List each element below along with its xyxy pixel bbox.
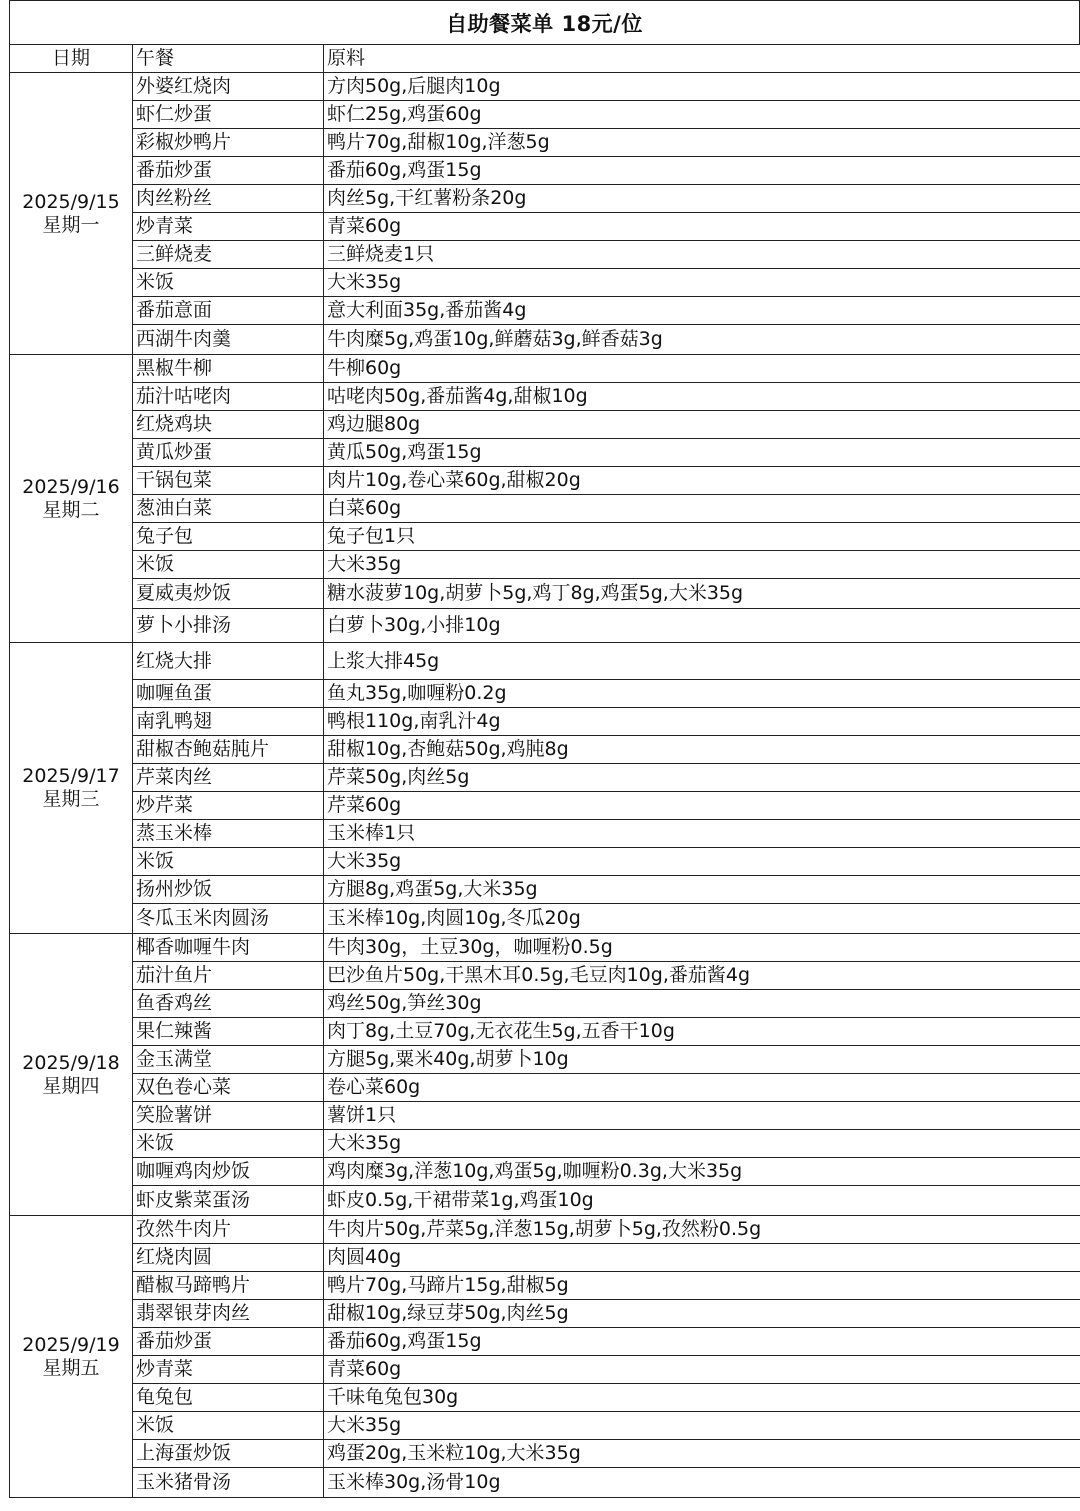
- dish-name: 孜然牛肉片: [133, 1216, 324, 1244]
- table-row: [10, 1384, 1080, 1412]
- table-row: [10, 185, 1080, 213]
- table-row: [10, 643, 1080, 680]
- table-row: [10, 297, 1080, 325]
- dish-name: 番茄炒蛋: [133, 1328, 324, 1356]
- dish-ingredients: 肉圆40g: [324, 1244, 1080, 1272]
- table-row: [10, 1440, 1080, 1468]
- dish-name: 米饭: [133, 848, 324, 876]
- table-row: [10, 708, 1080, 736]
- table-row: [10, 990, 1080, 1018]
- dish-name: 干锅包菜: [133, 467, 324, 495]
- date-cell: [10, 934, 133, 1216]
- table-row: [10, 962, 1080, 990]
- table-row: [10, 439, 1080, 467]
- dish-name: 米饭: [133, 269, 324, 297]
- dish-ingredients: 芹菜60g: [324, 792, 1080, 820]
- dish-ingredients: 鸡丝50g,笋丝30g: [324, 990, 1080, 1018]
- dish-name: 葱油白菜: [133, 495, 324, 523]
- table-row: [10, 1102, 1080, 1130]
- dish-name: 米饭: [133, 551, 324, 579]
- dish-ingredients: 大米35g: [324, 1412, 1080, 1440]
- dish-ingredients: 大米35g: [324, 269, 1080, 297]
- table-row: [10, 1412, 1080, 1440]
- date-cell: [10, 1216, 133, 1498]
- dish-name: 双色卷心菜: [133, 1074, 324, 1102]
- table-row: [10, 820, 1080, 848]
- dish-name: 咖喱鸡肉炒饭: [133, 1158, 324, 1186]
- table-row: [10, 848, 1080, 876]
- table-row: [10, 904, 1080, 934]
- table-row: [10, 241, 1080, 269]
- dish-name: 上海蛋炒饭: [133, 1440, 324, 1468]
- dish-ingredients: 方腿8g,鸡蛋5g,大米35g: [324, 876, 1080, 904]
- dish-name: 翡翠银芽肉丝: [133, 1300, 324, 1328]
- table-row: [10, 764, 1080, 792]
- weekday-value: 星期二: [42, 498, 100, 521]
- table-row: [10, 467, 1080, 495]
- dish-ingredients: 薯饼1只: [324, 1102, 1080, 1130]
- table-row: [10, 1046, 1080, 1074]
- dish-ingredients: 牛肉30g，土豆30g，咖喱粉0.5g: [324, 934, 1080, 962]
- dish-name: 萝卜小排汤: [133, 609, 324, 643]
- table-row: [10, 101, 1080, 129]
- table-row: [10, 1130, 1080, 1158]
- dish-ingredients: 肉丝5g,干红薯粉条20g: [324, 185, 1080, 213]
- dish-name: 红烧肉圆: [133, 1244, 324, 1272]
- dish-ingredients: 牛肉糜5g,鸡蛋10g,鲜蘑菇3g,鲜香菇3g: [324, 325, 1080, 355]
- dish-name: 黑椒牛柳: [133, 355, 324, 383]
- header-lunch: 午餐: [133, 45, 324, 73]
- table-row: [10, 213, 1080, 241]
- table-row: [10, 355, 1080, 383]
- table-row: [10, 269, 1080, 297]
- table-row: [10, 1074, 1080, 1102]
- table-row: [10, 495, 1080, 523]
- dish-ingredients: 虾仁25g,鸡蛋60g: [324, 101, 1080, 129]
- dish-ingredients: 方腿5g,粟米40g,胡萝卜10g: [324, 1046, 1080, 1074]
- dish-name: 兔子包: [133, 523, 324, 551]
- dish-name: 米饭: [133, 1130, 324, 1158]
- table-row: [10, 551, 1080, 579]
- dish-name: 醋椒马蹄鸭片: [133, 1272, 324, 1300]
- dish-name: 蒸玉米棒: [133, 820, 324, 848]
- dish-ingredients: 玉米棒1只: [324, 820, 1080, 848]
- table-row: [10, 1158, 1080, 1186]
- dish-name: 黄瓜炒蛋: [133, 439, 324, 467]
- dish-name: 肉丝粉丝: [133, 185, 324, 213]
- dish-name: 玉米猪骨汤: [133, 1468, 324, 1498]
- dish-name: 扬州炒饭: [133, 876, 324, 904]
- weekday-value: 星期五: [42, 1356, 100, 1379]
- dish-ingredients: 白萝卜30g,小排10g: [324, 609, 1080, 643]
- dish-ingredients: 大米35g: [324, 1130, 1080, 1158]
- dish-name: 炒青菜: [133, 1356, 324, 1384]
- date-value: 2025/9/16: [22, 475, 120, 498]
- dish-name: 红烧鸡块: [133, 411, 324, 439]
- table-row: [10, 1300, 1080, 1328]
- header-ingredients: 原料: [324, 45, 1080, 73]
- dish-ingredients: 鸭根110g,南乳汁4g: [324, 708, 1080, 736]
- table-row: [10, 1186, 1080, 1216]
- dish-name: 炒芹菜: [133, 792, 324, 820]
- dish-ingredients: 大米35g: [324, 848, 1080, 876]
- dish-name: 椰香咖喱牛肉: [133, 934, 324, 962]
- dish-ingredients: 白菜60g: [324, 495, 1080, 523]
- table-row: [10, 792, 1080, 820]
- header-date: 日期: [10, 45, 133, 73]
- menu-title: 自助餐菜单 18元/位: [9, 0, 1080, 44]
- dish-name: 番茄炒蛋: [133, 157, 324, 185]
- dish-name: 外婆红烧肉: [133, 73, 324, 101]
- dish-ingredients: 甜椒10g,绿豆芽50g,肉丝5g: [324, 1300, 1080, 1328]
- weekday-value: 星期四: [42, 1074, 100, 1097]
- dish-name: 米饭: [133, 1412, 324, 1440]
- menu-body: [10, 73, 1080, 1498]
- dish-name: 茄汁鱼片: [133, 962, 324, 990]
- date-value: 2025/9/17: [22, 765, 120, 787]
- table-row: [10, 736, 1080, 764]
- dish-name: 龟兔包: [133, 1384, 324, 1412]
- dish-name: 虾皮紫菜蛋汤: [133, 1186, 324, 1216]
- table-row: [10, 1244, 1080, 1272]
- dish-name: 三鲜烧麦: [133, 241, 324, 269]
- table-row: [10, 383, 1080, 411]
- dish-ingredients: 甜椒10g,杏鲍菇50g,鸡肫8g: [324, 736, 1080, 764]
- table-row: [10, 325, 1080, 355]
- dish-ingredients: 鱼丸35g,咖喱粉0.2g: [324, 680, 1080, 708]
- dish-ingredients: 番茄60g,鸡蛋15g: [324, 1328, 1080, 1356]
- dish-name: 彩椒炒鸭片: [133, 129, 324, 157]
- dish-ingredients: 巴沙鱼片50g,干黑木耳0.5g,毛豆肉10g,番茄酱4g: [324, 962, 1080, 990]
- table-row: [10, 523, 1080, 551]
- date-cell: [10, 643, 133, 934]
- dish-ingredients: 牛柳60g: [324, 355, 1080, 383]
- dish-name: 夏威夷炒饭: [133, 579, 324, 609]
- dish-ingredients: 鸡蛋20g,玉米粒10g,大米35g: [324, 1440, 1080, 1468]
- table-row: [10, 73, 1080, 101]
- dish-ingredients: 千味龟兔包30g: [324, 1384, 1080, 1412]
- dish-ingredients: 咕咾肉50g,番茄酱4g,甜椒10g: [324, 383, 1080, 411]
- dish-name: 番茄意面: [133, 297, 324, 325]
- dish-name: 咖喱鱼蛋: [133, 680, 324, 708]
- dish-name: 炒青菜: [133, 213, 324, 241]
- table-row: [10, 1328, 1080, 1356]
- table-row: [10, 157, 1080, 185]
- menu-table: [9, 44, 1080, 1498]
- weekday-value: 星期一: [42, 213, 100, 236]
- dish-name: 红烧大排: [133, 643, 324, 680]
- dish-ingredients: 三鲜烧麦1只: [324, 241, 1080, 269]
- dish-ingredients: 上浆大排45g: [324, 643, 1080, 680]
- table-row: [10, 1272, 1080, 1300]
- dish-name: 芹菜肉丝: [133, 764, 324, 792]
- table-row: [10, 1216, 1080, 1244]
- dish-name: 茄汁咕咾肉: [133, 383, 324, 411]
- dish-ingredients: 肉丁8g,土豆70g,无衣花生5g,五香干10g: [324, 1018, 1080, 1046]
- dish-ingredients: 方肉50g,后腿肉10g: [324, 73, 1080, 101]
- table-row: [10, 129, 1080, 157]
- dish-ingredients: 鸡肉糜3g,洋葱10g,鸡蛋5g,咖喱粉0.3g,大米35g: [324, 1158, 1080, 1186]
- dish-ingredients: 鸭片70g,甜椒10g,洋葱5g: [324, 129, 1080, 157]
- table-row: [10, 411, 1080, 439]
- table-row: [10, 934, 1080, 962]
- table-row: [10, 876, 1080, 904]
- dish-name: 甜椒杏鲍菇肫片: [133, 736, 324, 764]
- header-row: [10, 45, 1080, 73]
- dish-ingredients: 虾皮0.5g,干裙带菜1g,鸡蛋10g: [324, 1186, 1080, 1216]
- dish-ingredients: 糖水菠萝10g,胡萝卜5g,鸡丁8g,鸡蛋5g,大米35g: [324, 579, 1080, 609]
- table-row: [10, 680, 1080, 708]
- dish-ingredients: 青菜60g: [324, 213, 1080, 241]
- dish-name: 笑脸薯饼: [133, 1102, 324, 1130]
- table-row: [10, 1468, 1080, 1498]
- date-value: 2025/9/18: [22, 1051, 120, 1074]
- dish-ingredients: 玉米棒30g,汤骨10g: [324, 1468, 1080, 1498]
- dish-ingredients: 卷心菜60g: [324, 1074, 1080, 1102]
- table-row: [10, 1018, 1080, 1046]
- dish-ingredients: 玉米棒10g,肉圆10g,冬瓜20g: [324, 904, 1080, 934]
- dish-ingredients: 芹菜50g,肉丝5g: [324, 764, 1080, 792]
- dish-ingredients: 鸭片70g,马蹄片15g,甜椒5g: [324, 1272, 1080, 1300]
- dish-name: 果仁辣酱: [133, 1018, 324, 1046]
- date-cell: [10, 73, 133, 355]
- dish-ingredients: 肉片10g,卷心菜60g,甜椒20g: [324, 467, 1080, 495]
- dish-ingredients: 兔子包1只: [324, 523, 1080, 551]
- table-row: [10, 579, 1080, 609]
- table-row: [10, 1356, 1080, 1384]
- dish-ingredients: 黄瓜50g,鸡蛋15g: [324, 439, 1080, 467]
- dish-ingredients: 大米35g: [324, 551, 1080, 579]
- date-cell: [10, 355, 133, 643]
- dish-name: 西湖牛肉羹: [133, 325, 324, 355]
- dish-ingredients: 番茄60g,鸡蛋15g: [324, 157, 1080, 185]
- date-value: 2025/9/15: [22, 190, 120, 213]
- table-row: [10, 609, 1080, 643]
- date-value: 2025/9/19: [22, 1333, 120, 1356]
- dish-ingredients: 牛肉片50g,芹菜5g,洋葱15g,胡萝卜5g,孜然粉0.5g: [324, 1216, 1080, 1244]
- dish-name: 虾仁炒蛋: [133, 101, 324, 129]
- dish-name: 冬瓜玉米肉圆汤: [133, 904, 324, 934]
- dish-name: 鱼香鸡丝: [133, 990, 324, 1018]
- dish-ingredients: 青菜60g: [324, 1356, 1080, 1384]
- dish-ingredients: 意大利面35g,番茄酱4g: [324, 297, 1080, 325]
- dish-name: 金玉满堂: [133, 1046, 324, 1074]
- weekday-value: 星期三: [42, 788, 100, 810]
- dish-ingredients: 鸡边腿80g: [324, 411, 1080, 439]
- dish-name: 南乳鸭翅: [133, 708, 324, 736]
